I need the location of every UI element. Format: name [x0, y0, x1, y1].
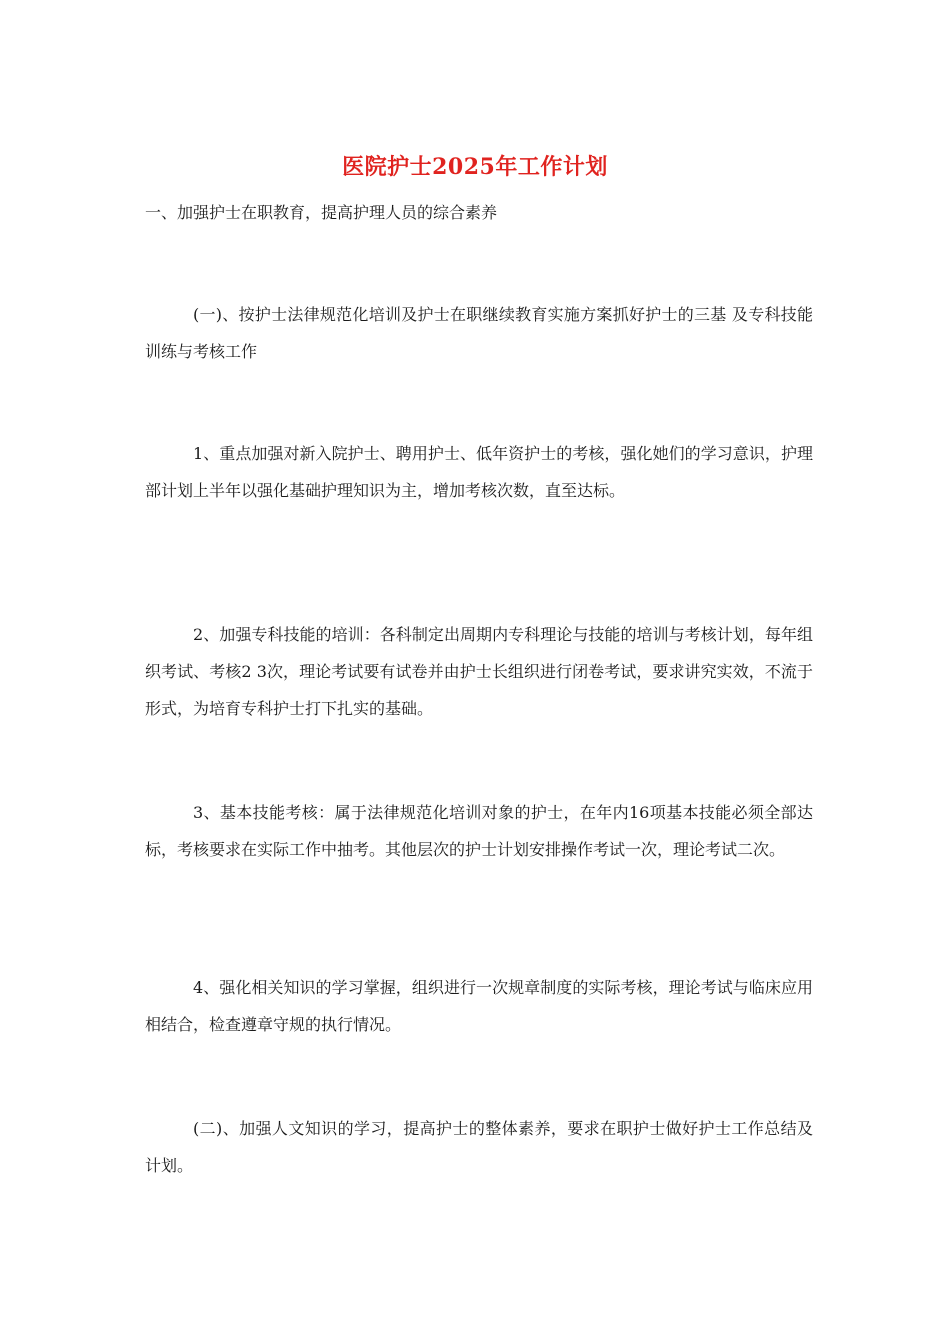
paragraph-item-1: 1、重点加强对新入院护士、聘用护士、低年资护士的考核，强化她们的学习意识，护理部计划上半年以强化基础护理知识为主，增加考核次数，直至达标。	[145, 444, 813, 500]
document-title: 医院护士2025年工作计划	[342, 154, 608, 180]
paragraph-item-2: 2、加强专科技能的培训：各科制定出周期内专科理论与技能的培训与考核计划，每年组织考试、考核2 3次，理论考试要有试卷并由护士长组织进行闭卷考试，要求讲究实效，不流于形式，为培育专科护士打下扎实的基础。	[145, 625, 813, 718]
paragraph-subsection-2: (二)、加强人文知识的学习，提高护士的整体素养，要求在职护士做好护士工作总结及计划。	[145, 1119, 813, 1175]
paragraph-item-4: 4、强化相关知识的学习掌握，组织进行一次规章制度的实际考核，理论考试与临床应用相结合，检查遵章守规的执行情况。	[145, 978, 813, 1034]
section-heading: 一、加强护士在职教育，提高护理人员的综合素养	[145, 203, 498, 222]
paragraph-subsection-1: (一)、按护士法律规范化培训及护士在职继续教育实施方案抓好护士的三基 及专科技能训练与考核工作	[145, 305, 813, 361]
paragraph-item-3: 3、基本技能考核：属于法律规范化培训对象的护士，在年内16项基本技能必须全部达标，考核要求在实际工作中抽考。其他层次的护士计划安排操作考试一次，理论考试二次。	[145, 803, 813, 859]
